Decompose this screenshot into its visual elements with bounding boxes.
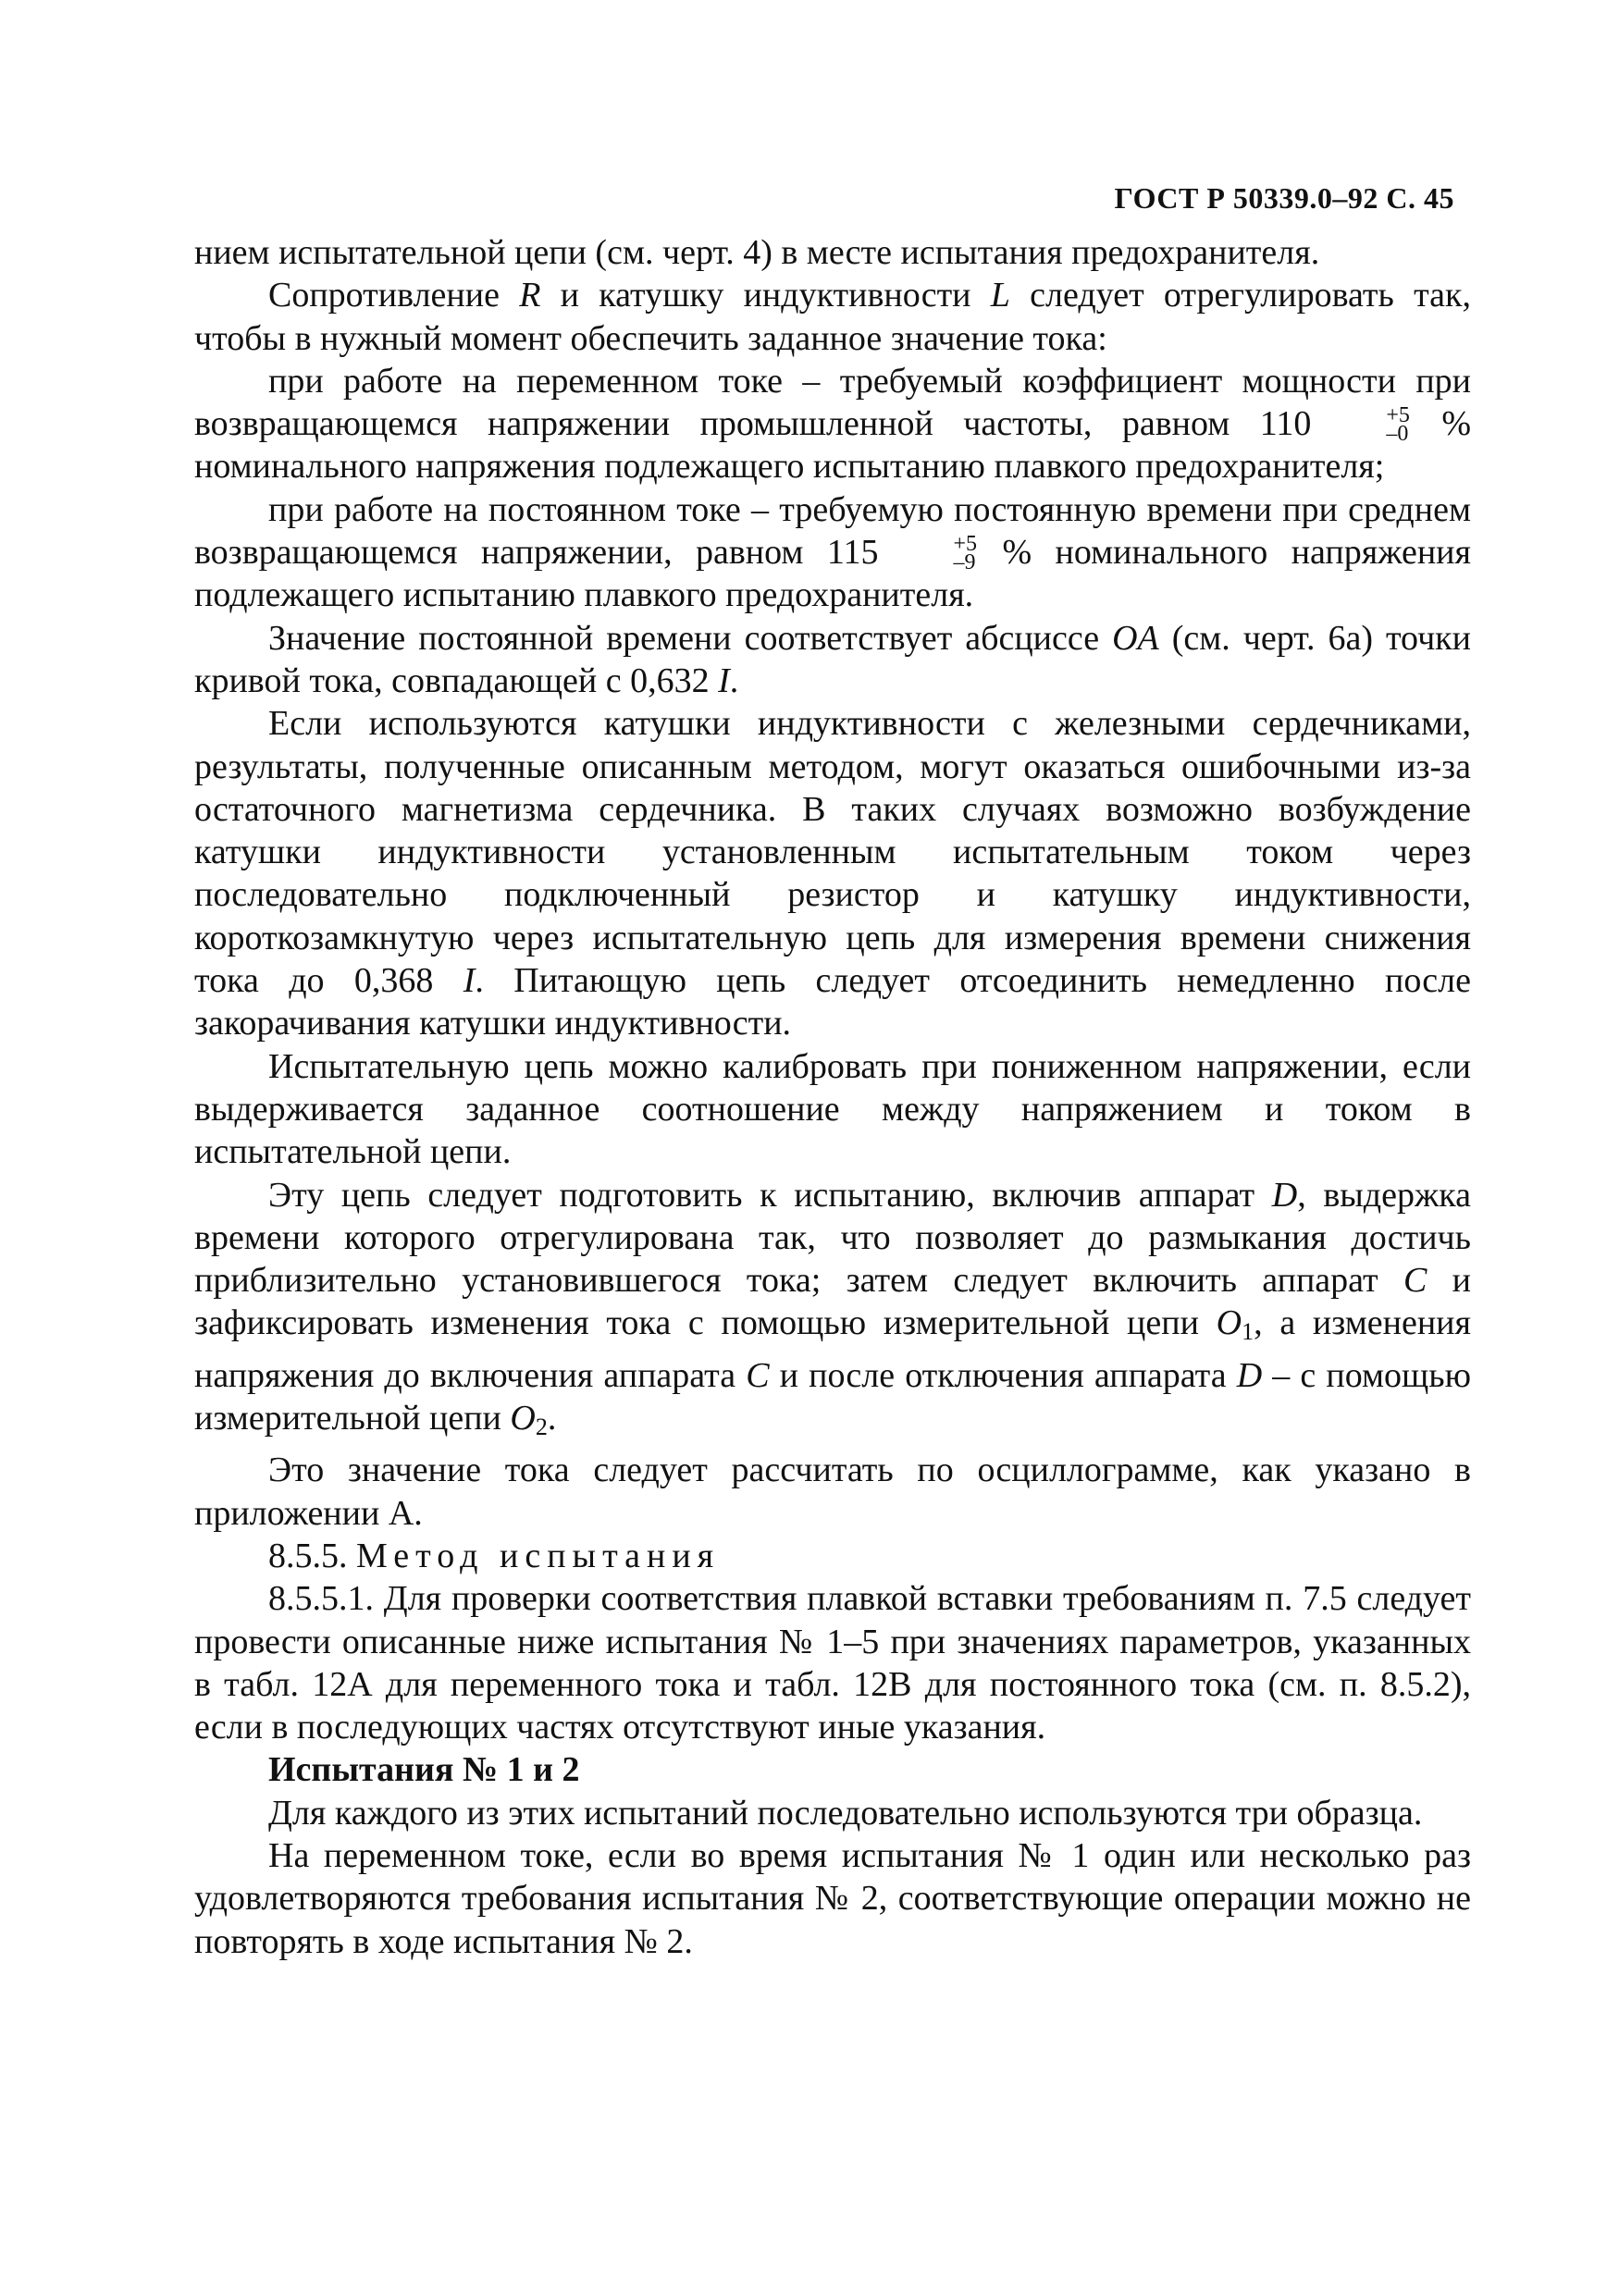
paragraph-4: при работе на постоянном токе – требуемую постоянную времени при среднем возвращающемся напряжении, равном 115 +5 –9 % номинального напряжения подлежащего испытанию плавкого предохранителя. xyxy=(194,489,1471,615)
page-header: ГОСТ Р 50339.0–92 С. 45 xyxy=(1114,181,1454,215)
paragraph-7: Испытательную цепь можно калибровать при пониженном напряжении, если выдерживается заданное соотношение между напряжением и током в испытательной цепи. xyxy=(194,1046,1471,1172)
tolerance-110: +5 –0 xyxy=(1386,403,1410,447)
paragraph-9: Это значение тока следует рассчитать по осциллограмме, как указано в приложении А. xyxy=(194,1450,1471,1533)
document-body xyxy=(194,231,1471,1963)
paragraph-6: Если используются катушки индуктивности с железными сердечниками, результаты, полученные описанным методом, могут оказаться ошибочными из-за остаточного магнетизма сердечника. В таких случаях возможно возбуждение катушки индуктивности установленным испытательным током через последовательно подключенный резистор и катушку индуктивности, короткозамкнутую через испытательную цепь для измерения времени снижения тока до 0,368 I. Питающую цепь следует отсоединить немедленно после закорачивания катушки индуктивности. xyxy=(194,704,1471,1043)
paragraph-5: Значение постоянной времени соответствует абсциссе OA (см. черт. 6а) точки кривой тока, совпадающей с 0,632 I. xyxy=(194,618,1471,700)
paragraph-tests-samples: Для каждого из этих испытаний последовательно используются три образца. xyxy=(268,1793,1423,1833)
paragraph-8-5-5-1: 8.5.5.1. Для проверки соответствия плавкой вставки требованиям п. 7.5 следует провести описанные ниже испытания № 1–5 при значениях параметров, указанных в табл. 12А для переменного тока и табл. 12В для постоянного тока (см. п. 8.5.2), если в последующих частях отсутствуют иные указания. xyxy=(194,1579,1471,1747)
section-heading-8-5-5: 8.5.5. Метод испытания xyxy=(268,1536,721,1575)
tolerance-115: +5 –9 xyxy=(953,532,978,575)
paragraph-1: нием испытательной цепи (см. черт. 4) в месте испытания предохранителя. xyxy=(194,233,1320,272)
paragraph-8: Эту цепь следует подготовить к испытанию, включив аппарат D, выдержка времени которого отрегулирована так, что позволяет до размыкания достичь приблизительно установившегося тока; затем следует включить аппарат C и зафиксировать изменения тока с помощью измерительной цепи O1, а изменения напряжения до включения аппарата C и после отключения аппарата D – с помощью измерительной цепи O2. xyxy=(194,1175,1472,1441)
paragraph-ac-tests: На переменном токе, если во время испытания № 1 один или несколько раз удовлетворяются требования испытания № 2, соответствующие операции можно не повторять в ходе испытания № 2. xyxy=(194,1835,1471,1961)
subheading-tests-1-2: Испытания № 1 и 2 xyxy=(268,1750,580,1790)
paragraph-3: при работе на переменном токе – требуемый коэффициент мощности при возвращающемся напряжении промышленной частоты, равном 110 +5 –0 % номинального напряжения подлежащего испытанию плавкого предохранителя; xyxy=(194,361,1472,487)
paragraph-2: Сопротивление R и катушку индуктивности L следует отрегулировать так, чтобы в нужный момент обеспечить заданное значение тока: xyxy=(194,276,1471,358)
